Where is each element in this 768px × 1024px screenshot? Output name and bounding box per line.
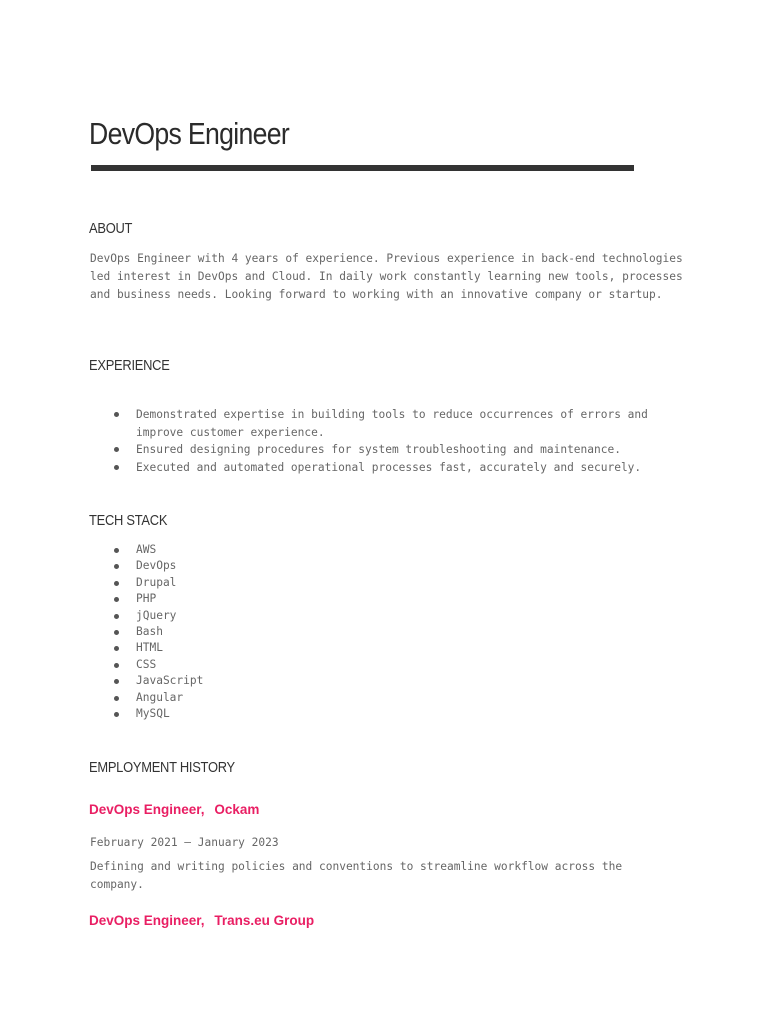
job-title bbox=[89, 913, 314, 928]
tech-stack-list bbox=[90, 542, 390, 722]
tech-item-text: jQuery bbox=[136, 608, 177, 622]
tech-item-text: HTML bbox=[136, 641, 163, 655]
tech-item-text: AWS bbox=[136, 543, 157, 556]
employment-heading: EMPLOYMENT HISTORY bbox=[89, 759, 235, 776]
job-description: Defining and writing policies and conventions to streamline workflow across the company. bbox=[90, 860, 623, 891]
job-dates: February 2021 — January 2023 bbox=[90, 836, 279, 849]
bullet-icon bbox=[114, 614, 119, 619]
list-item bbox=[90, 406, 670, 441]
bullet-icon bbox=[114, 679, 119, 684]
list-item bbox=[90, 608, 390, 624]
bullet-icon bbox=[114, 581, 119, 586]
bullet-icon bbox=[114, 712, 119, 717]
experience-heading: EXPERIENCE bbox=[89, 357, 170, 374]
tech-stack-heading: TECH STACK bbox=[89, 512, 168, 529]
list-item bbox=[90, 441, 670, 459]
bullet-icon bbox=[114, 646, 119, 651]
job-role: DevOps Engineer bbox=[89, 913, 201, 928]
experience-item-text: Executed and automated operational processes fast, accurately and securely. bbox=[136, 460, 642, 474]
page-title: DevOps Engineer bbox=[89, 116, 290, 151]
about-heading: ABOUT bbox=[89, 220, 133, 237]
list-item bbox=[90, 640, 390, 656]
bullet-icon bbox=[114, 465, 119, 470]
bullet-icon bbox=[114, 447, 119, 452]
list-item bbox=[90, 690, 390, 706]
list-item bbox=[90, 706, 390, 722]
bullet-icon bbox=[114, 412, 119, 417]
list-item bbox=[90, 558, 390, 574]
bullet-icon bbox=[114, 548, 119, 553]
job-company: Trans.eu Group bbox=[214, 913, 315, 928]
experience-list bbox=[90, 406, 670, 476]
experience-item-text: Demonstrated expertise in building tools to reduce occurrences of errors and improve customer experience. bbox=[136, 408, 648, 439]
tech-item-text: Angular bbox=[136, 690, 184, 704]
job-title bbox=[89, 802, 259, 817]
bullet-icon bbox=[114, 597, 119, 602]
tech-item-text: MySQL bbox=[136, 707, 170, 721]
list-item bbox=[90, 673, 390, 689]
bullet-icon bbox=[114, 564, 119, 569]
list-item bbox=[90, 459, 670, 477]
job-role: DevOps Engineer bbox=[89, 802, 201, 817]
list-item bbox=[90, 575, 390, 591]
list-item bbox=[90, 657, 390, 673]
tech-item-text: Drupal bbox=[136, 575, 177, 589]
title-divider bbox=[91, 165, 634, 171]
tech-item-text: Bash bbox=[136, 625, 163, 639]
job-separator: , bbox=[200, 802, 205, 817]
list-item bbox=[90, 591, 390, 607]
tech-item-text: JavaScript bbox=[136, 674, 204, 688]
experience-item-text: Ensured designing procedures for system troubleshooting and maintenance. bbox=[136, 443, 621, 456]
list-item bbox=[90, 542, 390, 558]
about-text: DevOps Engineer with 4 years of experience. Previous experience in back-end technologies led interest in DevOps and Cloud. In daily work constantly learning new tools, processes and business needs. Looking forward to working with an innovative company or startup. bbox=[90, 252, 683, 301]
list-item bbox=[90, 624, 390, 640]
job-separator: , bbox=[200, 913, 205, 928]
job-company: Ockam bbox=[214, 802, 260, 817]
tech-item-text: CSS bbox=[136, 657, 157, 671]
bullet-icon bbox=[114, 663, 119, 668]
tech-item-text: DevOps bbox=[136, 559, 177, 573]
bullet-icon bbox=[114, 696, 119, 701]
tech-item-text: PHP bbox=[136, 592, 157, 606]
bullet-icon bbox=[114, 630, 119, 635]
